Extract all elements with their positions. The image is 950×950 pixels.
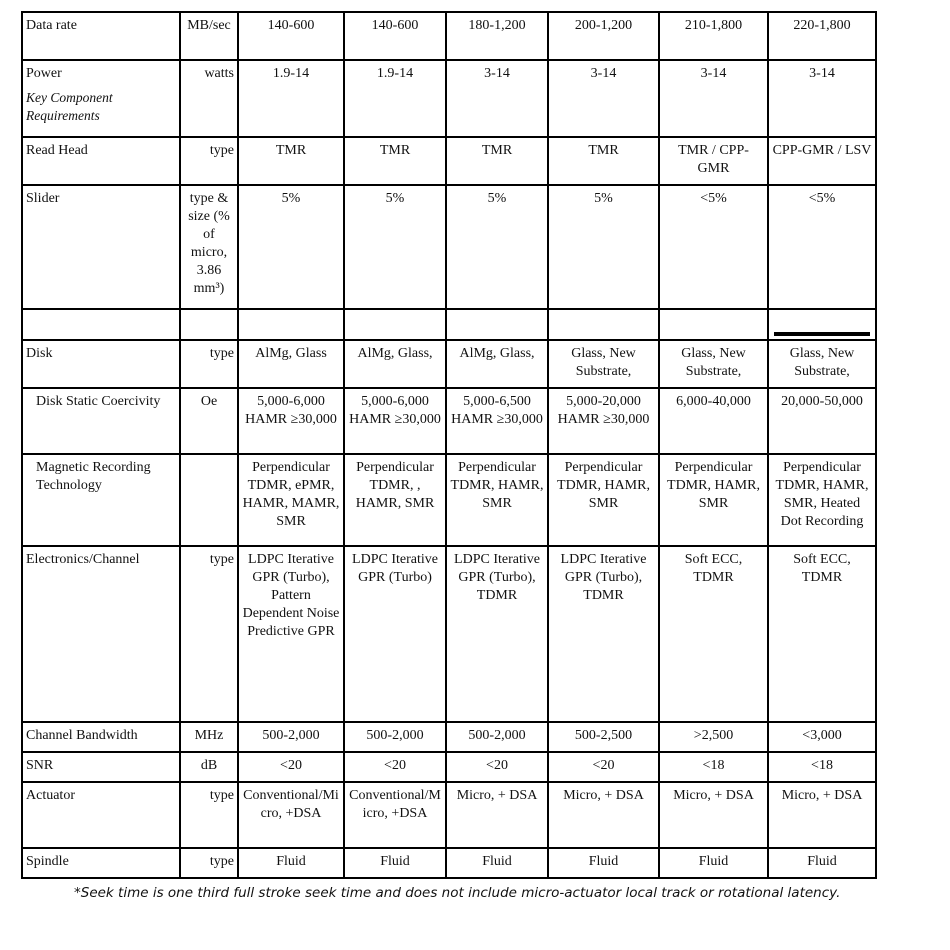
row-label: Spindle	[22, 848, 180, 878]
cell: TMR	[238, 137, 344, 185]
footnote: *Seek time is one third full stroke seek time and does not include micro-actuator local track or rotational latency.	[74, 885, 841, 901]
row-unit: MHz	[180, 722, 238, 752]
cell: 500-2,500	[548, 722, 659, 752]
cell: 5,000-6,000 HAMR ≥30,000	[344, 388, 446, 454]
cell: TMR	[446, 137, 548, 185]
cell: Perpendicular TDMR, HAMR, SMR, Heated Dot Recording	[768, 454, 876, 546]
table-row	[22, 848, 876, 878]
row-unit: type	[180, 340, 238, 388]
cell: 500-2,000	[238, 722, 344, 752]
empty-cell	[344, 309, 446, 340]
cell: 5%	[446, 185, 548, 309]
cell: 210-1,800	[659, 12, 768, 60]
row-label: Disk Static Coercivity	[22, 388, 180, 454]
cell: <20	[548, 752, 659, 782]
cell: Conventional/Micro, +DSA	[238, 782, 344, 848]
cell: Micro, + DSA	[659, 782, 768, 848]
cell: <20	[344, 752, 446, 782]
cell: Micro, + DSA	[548, 782, 659, 848]
cell: Perpendicular TDMR, HAMR, SMR	[548, 454, 659, 546]
table-row	[22, 782, 876, 848]
cell: LDPC Iterative GPR (Turbo), TDMR	[446, 546, 548, 722]
cell: AlMg, Glass,	[344, 340, 446, 388]
cell: 3-14	[768, 60, 876, 137]
cell: Glass, New Substrate,	[659, 340, 768, 388]
cell: 1.9-14	[344, 60, 446, 137]
row-label: Disk	[22, 340, 180, 388]
cell: LDPC Iterative GPR (Turbo), TDMR	[548, 546, 659, 722]
cell: 5,000-6,500 HAMR ≥30,000	[446, 388, 548, 454]
cell: 500-2,000	[344, 722, 446, 752]
cell: Glass, New Substrate,	[548, 340, 659, 388]
table-row	[22, 12, 876, 60]
row-label	[22, 60, 180, 137]
empty-cell	[446, 309, 548, 340]
row-label: SNR	[22, 752, 180, 782]
row-unit: Oe	[180, 388, 238, 454]
empty-cell	[548, 309, 659, 340]
cell: AlMg, Glass,	[446, 340, 548, 388]
cell: 140-600	[344, 12, 446, 60]
cell: 200-1,200	[548, 12, 659, 60]
table-row	[22, 185, 876, 309]
cell: TMR / CPP-GMR	[659, 137, 768, 185]
cell: <20	[446, 752, 548, 782]
table-row	[22, 546, 876, 722]
row-label: Channel Bandwidth	[22, 722, 180, 752]
cell: Perpendicular TDMR, HAMR, SMR	[659, 454, 768, 546]
cell: <5%	[768, 185, 876, 309]
cell: Fluid	[238, 848, 344, 878]
row-unit: type	[180, 782, 238, 848]
cell: Fluid	[548, 848, 659, 878]
cell: Soft ECC, TDMR	[768, 546, 876, 722]
table-row	[22, 454, 876, 546]
empty-cell	[238, 309, 344, 340]
row-label-text: Power	[26, 66, 62, 81]
table-row	[22, 722, 876, 752]
table-row	[22, 388, 876, 454]
cell: 20,000-50,000	[768, 388, 876, 454]
cell: Fluid	[344, 848, 446, 878]
cell: 140-600	[238, 12, 344, 60]
cell: TMR	[344, 137, 446, 185]
cell: Micro, + DSA	[768, 782, 876, 848]
section-subheading: Key Component Requirements	[26, 90, 113, 123]
cell: 5,000-6,000 HAMR ≥30,000	[238, 388, 344, 454]
cell: Fluid	[768, 848, 876, 878]
empty-cell	[659, 309, 768, 340]
row-unit: MB/sec	[180, 12, 238, 60]
row-unit: dB	[180, 752, 238, 782]
cell: Perpendicular TDMR, HAMR, SMR	[446, 454, 548, 546]
cell: 3-14	[548, 60, 659, 137]
row-label: Actuator	[22, 782, 180, 848]
cell: LDPC Iterative GPR (Turbo), Pattern Dependent Noise Predictive GPR	[238, 546, 344, 722]
cell: AlMg, Glass	[238, 340, 344, 388]
empty-cell	[22, 309, 180, 340]
row-unit: type	[180, 137, 238, 185]
cell: Micro, + DSA	[446, 782, 548, 848]
table-row	[22, 60, 876, 137]
cell: 1.9-14	[238, 60, 344, 137]
cell: Soft ECC, TDMR	[659, 546, 768, 722]
cell: 500-2,000	[446, 722, 548, 752]
cell: 3-14	[659, 60, 768, 137]
cell: Perpendicular TDMR, , HAMR, SMR	[344, 454, 446, 546]
cell: >2,500	[659, 722, 768, 752]
horizontal-rule	[774, 332, 870, 336]
row-label: Slider	[22, 185, 180, 309]
cell: 5,000-20,000 HAMR ≥30,000	[548, 388, 659, 454]
cell: Perpendicular TDMR, ePMR, HAMR, MAMR, SMR	[238, 454, 344, 546]
table-row	[22, 340, 876, 388]
row-unit: type & size (% of micro, 3.86 mm³)	[180, 185, 238, 309]
empty-cell	[768, 309, 876, 340]
cell: LDPC Iterative GPR (Turbo)	[344, 546, 446, 722]
cell: <18	[659, 752, 768, 782]
cell: 220-1,800	[768, 12, 876, 60]
cell: 6,000-40,000	[659, 388, 768, 454]
row-label: Read Head	[22, 137, 180, 185]
cell: <5%	[659, 185, 768, 309]
cell: 5%	[238, 185, 344, 309]
cell: 5%	[548, 185, 659, 309]
row-label: Magnetic Recording Technology	[22, 454, 180, 546]
cell: <3,000	[768, 722, 876, 752]
cell: Glass, New Substrate,	[768, 340, 876, 388]
row-unit: type	[180, 848, 238, 878]
roadmap-table	[21, 11, 877, 879]
row-unit: watts	[180, 60, 238, 137]
spacer-row	[22, 309, 876, 340]
row-label: Electronics/Channel	[22, 546, 180, 722]
cell: Fluid	[446, 848, 548, 878]
empty-cell	[180, 309, 238, 340]
row-unit	[180, 454, 238, 546]
table-row	[22, 137, 876, 185]
cell: <20	[238, 752, 344, 782]
cell: 180-1,200	[446, 12, 548, 60]
cell: TMR	[548, 137, 659, 185]
cell: Conventional/Micro, +DSA	[344, 782, 446, 848]
row-label: Data rate	[22, 12, 180, 60]
cell: Fluid	[659, 848, 768, 878]
cell: CPP-GMR / LSV	[768, 137, 876, 185]
cell: 3-14	[446, 60, 548, 137]
cell: 5%	[344, 185, 446, 309]
table-row	[22, 752, 876, 782]
row-unit: type	[180, 546, 238, 722]
cell: <18	[768, 752, 876, 782]
